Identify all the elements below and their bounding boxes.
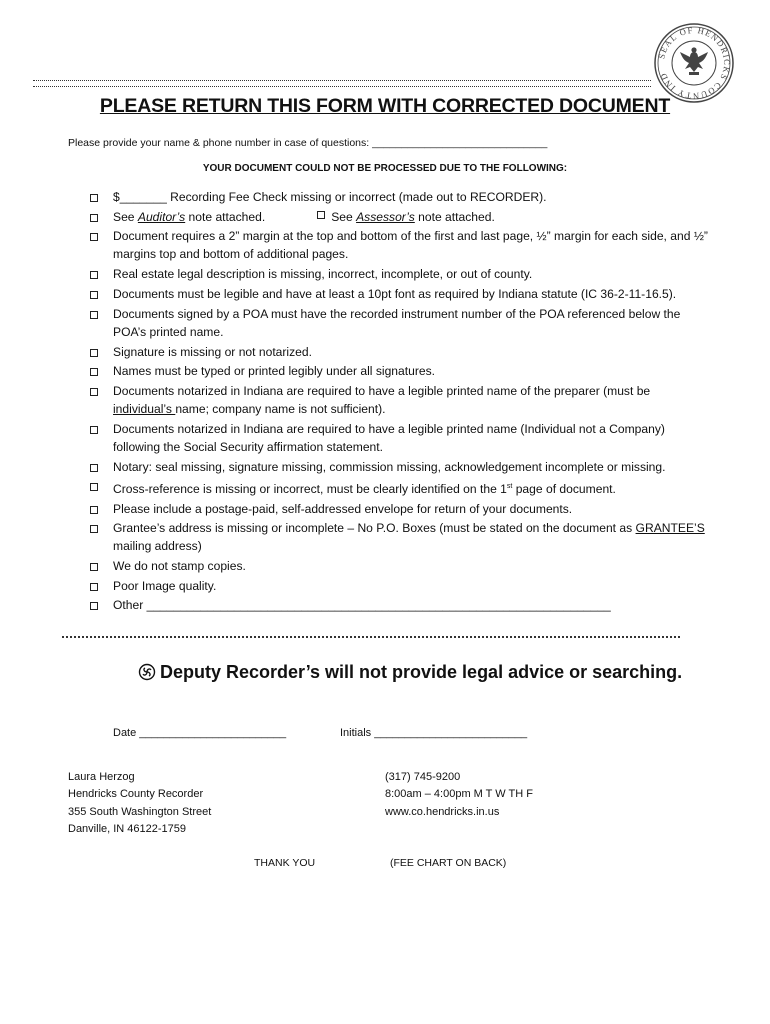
- checkbox-legible[interactable]: [90, 291, 98, 299]
- seal-text: SEAL OF HENDRICKS COUNTY IND: [656, 24, 733, 102]
- address-line-1: Laura Herzog: [68, 771, 135, 783]
- checkbox-stamp[interactable]: [90, 563, 98, 571]
- section-divider: [62, 636, 680, 638]
- spiral-icon: [138, 663, 156, 681]
- checkbox-crossref[interactable]: [90, 483, 98, 491]
- address-line-4: Danville, IN 46122-1759: [68, 823, 187, 835]
- item-fee: $_______ Recording Fee Check missing or incorrect (made out to RECORDER).: [90, 188, 710, 208]
- checkbox-auditor[interactable]: [90, 214, 98, 222]
- item-preparer: Documents notarized in Indiana are required to have a legible printed name of the preparer (must be individual’s name; company name is not sufficient).: [90, 382, 710, 418]
- top-rule-1: [33, 80, 651, 81]
- checkbox-other[interactable]: [90, 602, 98, 610]
- address-line-3: 355 South Washington Street: [68, 806, 212, 818]
- date-field[interactable]: Date ________________________: [113, 727, 287, 739]
- item-signature: Signature is missing or not notarized.: [90, 343, 710, 363]
- contact-website: www.co.hendricks.in.us: [385, 806, 500, 818]
- contact-phone: (317) 745-9200: [385, 771, 461, 783]
- thank-you: THANK YOU: [254, 857, 316, 869]
- deficiency-list: [90, 188, 710, 616]
- checkbox-poa[interactable]: [90, 311, 98, 319]
- item-crossref: Cross-reference is missing or incorrect, must be clearly identified on the 1st page of document.: [90, 477, 710, 500]
- checkbox-ssn[interactable]: [90, 426, 98, 434]
- checkbox-preparer[interactable]: [90, 388, 98, 396]
- subheading: YOUR DOCUMENT COULD NOT BE PROCESSED DUE TO THE FOLLOWING:: [202, 163, 568, 174]
- item-notes: See Auditor’s note attached. See Assessor’s note attached.: [90, 208, 710, 228]
- top-rule-2: [33, 86, 651, 87]
- checkbox-fee[interactable]: [90, 194, 98, 202]
- county-seal: [653, 22, 735, 104]
- eagle-icon: [680, 47, 708, 75]
- item-image: Poor Image quality.: [90, 577, 710, 597]
- item-names: Names must be typed or printed legibly under all signatures.: [90, 362, 710, 382]
- fee-chart-note: (FEE CHART ON BACK): [390, 857, 507, 869]
- page-title: PLEASE RETURN THIS FORM WITH CORRECTED DOCUMENT: [99, 95, 671, 117]
- checkbox-names[interactable]: [90, 368, 98, 376]
- item-other: Other _____________________________________________________________________: [90, 596, 710, 616]
- address-line-2: Hendricks County Recorder: [68, 788, 204, 800]
- checkbox-signature[interactable]: [90, 349, 98, 357]
- item-grantee: Grantee’s address is missing or incomplete – No P.O. Boxes (must be stated on the document as GRANTEE’S mailing address): [90, 519, 710, 555]
- checkbox-image[interactable]: [90, 583, 98, 591]
- initials-field[interactable]: Initials _________________________: [340, 727, 528, 739]
- item-legal: Real estate legal description is missing, incorrect, incomplete, or out of county.: [90, 265, 710, 285]
- item-stamp: We do not stamp copies.: [90, 557, 710, 577]
- item-ssn: Documents notarized in Indiana are required to have a legible printed name (Individual not a Company) following the Social Security affirmation statement.: [90, 420, 710, 456]
- item-margin: Document requires a 2” margin at the top and bottom of the first and last page, ½” margin for each side, and ½” margins top and bottom of additional pages.: [90, 227, 710, 263]
- checkbox-notary[interactable]: [90, 464, 98, 472]
- legal-advice-notice: Deputy Recorder’s will not provide legal advice or searching.: [138, 662, 682, 683]
- assessor-label: Assessor’s: [356, 209, 415, 224]
- checkbox-grantee[interactable]: [90, 525, 98, 533]
- auditor-label: Auditor’s: [137, 209, 186, 224]
- checkbox-margin[interactable]: [90, 233, 98, 241]
- item-poa: Documents signed by a POA must have the recorded instrument number of the POA referenced below the POA’s printed name.: [90, 305, 710, 341]
- checkbox-envelope[interactable]: [90, 506, 98, 514]
- checkbox-legal[interactable]: [90, 271, 98, 279]
- item-envelope: Please include a postage-paid, self-addressed envelope for return of your documents.: [90, 500, 710, 520]
- item-legible: Documents must be legible and have at least a 10pt font as required by Indiana statute (IC 36-2-11-16.5).: [90, 285, 710, 303]
- checkbox-assessor[interactable]: [317, 211, 325, 219]
- contact-prompt: Please provide your name & phone number in case of questions: ______________________________: [68, 137, 548, 149]
- item-notary: Notary: seal missing, signature missing, commission missing, acknowledgement incomplete or missing.: [90, 458, 710, 478]
- contact-hours: 8:00am – 4:00pm M T W TH F: [385, 788, 533, 800]
